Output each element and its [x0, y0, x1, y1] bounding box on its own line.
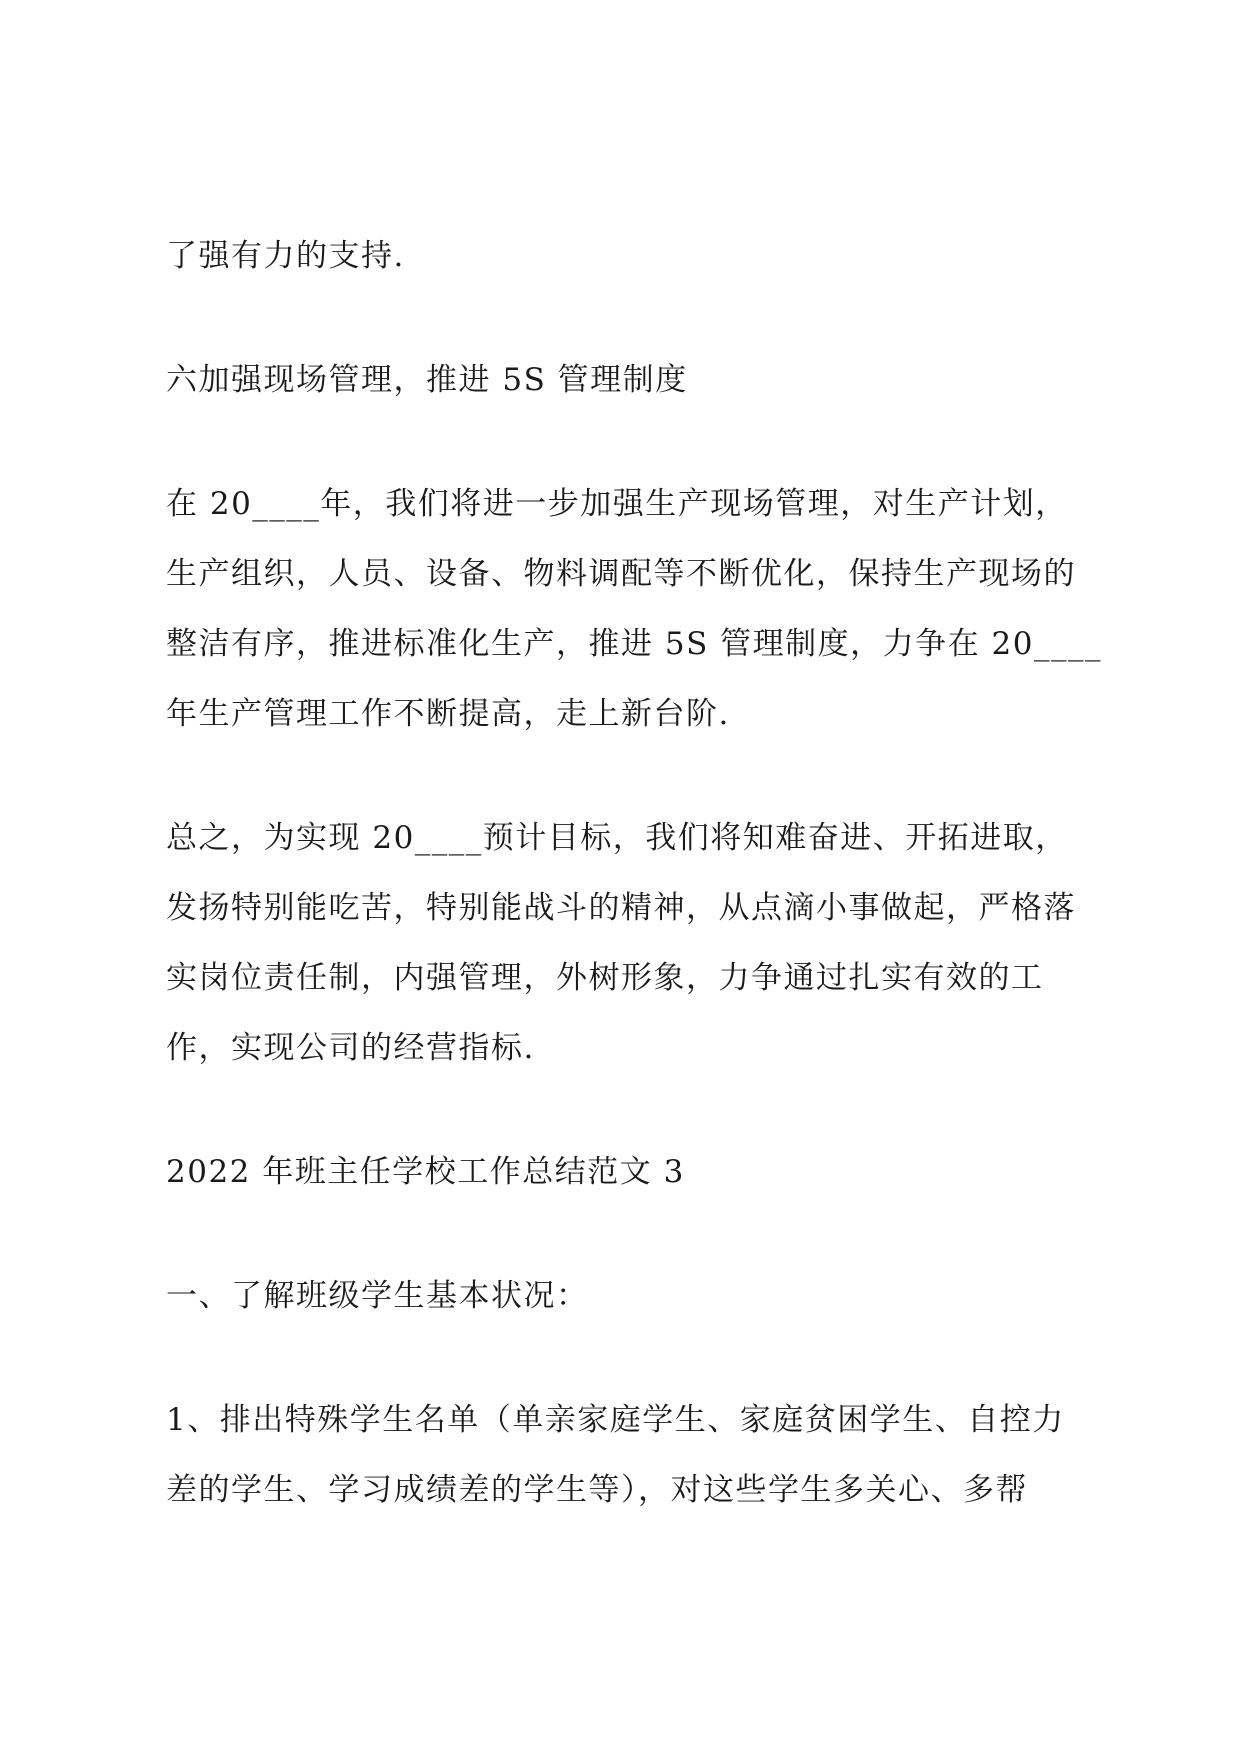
paragraph-line: 差的学生、学习成绩差的学生等），对这些学生多关心、多帮 — [166, 1472, 1028, 1508]
section-heading: 六加强现场管理，推进 5S 管理制度 — [166, 362, 688, 398]
paragraph-line: 实岗位责任制，内强管理，外树形象，力争通过扎实有效的工 — [166, 960, 1044, 996]
paragraph-line: 年生产管理工作不断提高，走上新台阶. — [166, 696, 730, 732]
paragraph-line: 总之，为实现 20____预计目标，我们将知难奋进、开拓进取， — [166, 820, 1068, 856]
paragraph-line: 生产组织，人员、设备、物料调配等不断优化，保持生产现场的 — [166, 556, 1076, 592]
paragraph-line: 作，实现公司的经营指标. — [166, 1030, 535, 1066]
paragraph-line: 在 20____年，我们将进一步加强生产现场管理，对生产计划， — [166, 486, 1068, 522]
paragraph-line: 整洁有序，推进标准化生产，推进 5S 管理制度，力争在 20____ — [166, 626, 1102, 662]
paragraph-line: 发扬特别能吃苦，特别能战斗的精神，从点滴小事做起，严格落 — [166, 890, 1076, 926]
section-heading: 一、了解班级学生基本状况： — [166, 1278, 589, 1314]
paragraph-line: 1、排出特殊学生名单（单亲家庭学生、家庭贫困学生、自控力 — [166, 1402, 1065, 1438]
paragraph-line: 了强有力的支持. — [166, 238, 405, 274]
document-title: 2022 年班主任学校工作总结范文 3 — [166, 1154, 685, 1190]
